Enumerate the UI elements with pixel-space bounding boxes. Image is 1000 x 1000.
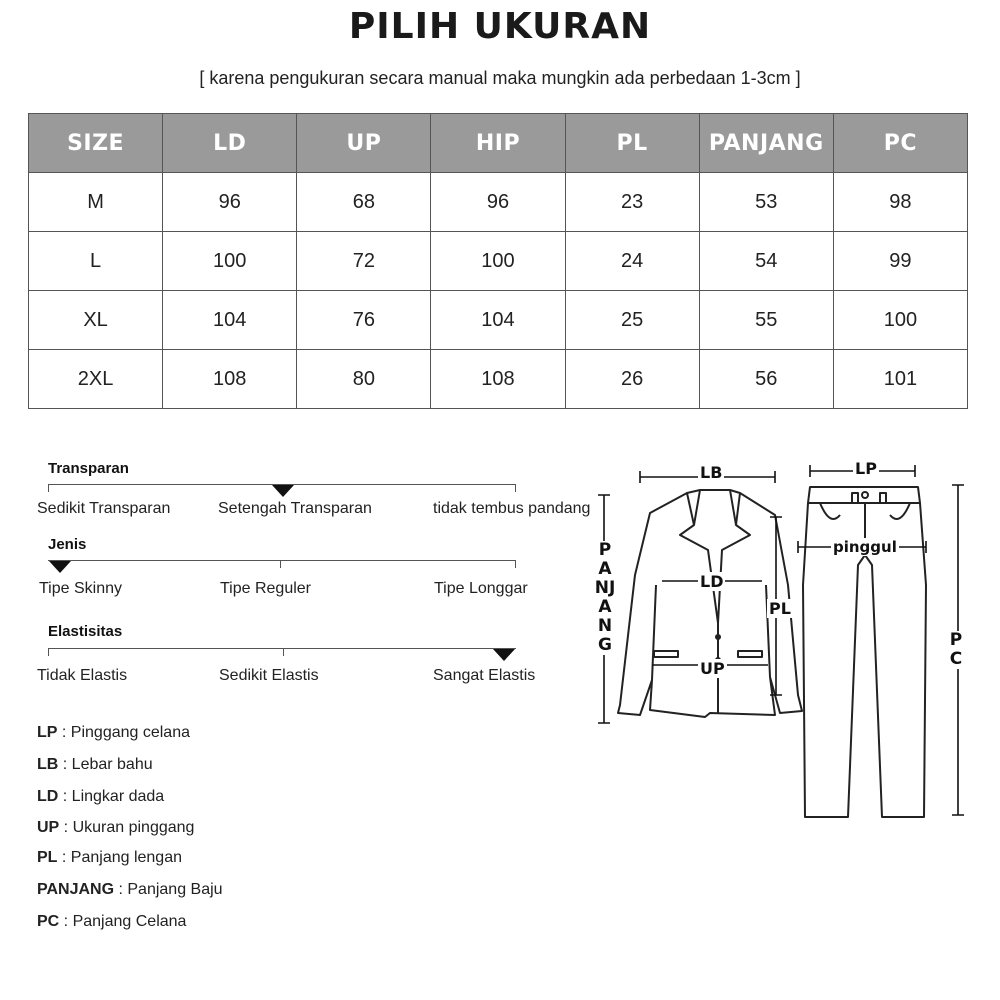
cell: 54 [699,232,833,291]
cell: 68 [297,173,431,232]
scale-elastisitas [36,622,596,692]
legend-desc: : Lebar bahu [58,756,153,773]
label-lb: LB [700,463,723,482]
label-pc: PC [946,631,966,669]
pants-drawing-icon [803,487,926,817]
label-ld: LD [700,572,724,591]
scale-option: Tidak Elastis [37,667,128,684]
cell: 55 [699,291,833,350]
table-row [29,291,968,350]
legend-code: LP [37,724,58,741]
label-up: UP [700,659,725,678]
label-panjang: PANJANG [594,540,616,655]
scale-jenis [36,535,596,605]
cell: 25 [565,291,699,350]
table-row [29,232,968,291]
legend-desc: : Panjang Baju [114,881,223,898]
legend-code: LD [37,788,59,805]
cell: 100 [833,291,967,350]
scale-option: Tipe Longgar [434,580,528,597]
legend-code: PL [37,849,58,866]
scale-option: Tipe Skinny [39,580,122,597]
cell: 56 [699,350,833,409]
cell: 76 [297,291,431,350]
legend-code: LB [37,756,59,773]
cell: 96 [163,173,297,232]
scale-label: Transparan [48,460,129,477]
scale-option: Setengah Transparan [218,500,372,517]
scale-tick [515,560,516,568]
scale-transparan [36,458,596,528]
cell: 23 [565,173,699,232]
cell: 108 [431,350,565,409]
label-pl: PL [769,599,791,618]
page-title: PILIH UKURAN [348,6,652,47]
cell: 26 [565,350,699,409]
size-table [28,113,968,409]
scale-line [48,560,516,561]
scale-label: Elastisitas [48,623,123,640]
cell: XL [29,291,163,350]
header-pc: PC [833,114,967,173]
table-row [29,173,968,232]
legend-item [37,881,223,899]
header-panjang: PANJANG [699,114,833,173]
label-lp: LP [855,459,877,478]
cell: 2XL [29,350,163,409]
legend-desc: : Pinggang celana [57,724,190,741]
cell: 53 [699,173,833,232]
cell: 101 [833,350,967,409]
scale-option: Sedikit Elastis [219,667,319,684]
header-size: SIZE [29,114,163,173]
table-row [29,350,968,409]
header-hip: HIP [431,114,565,173]
scale-option: Tipe Reguler [220,580,312,597]
cell: 24 [565,232,699,291]
header-pl: PL [565,114,699,173]
cell: 100 [163,232,297,291]
cell: 80 [297,350,431,409]
scale-option: Sangat Elastis [433,667,536,684]
legend-code: PC [37,913,60,930]
legend-item [37,788,164,806]
cell: 108 [163,350,297,409]
label-hip: pinggul [833,538,897,556]
cell: 104 [163,291,297,350]
scale-line [48,648,516,649]
garment-diagram [590,455,990,835]
cell: 104 [431,291,565,350]
scale-tick [48,648,49,656]
legend-item [37,913,186,931]
cell: M [29,173,163,232]
legend-item [37,849,182,867]
cell: 72 [297,232,431,291]
scale-tick [48,484,49,492]
scale-option: Sedikit Transparan [37,500,171,517]
scale-tick [283,648,284,656]
legend-desc: : Panjang Celana [59,913,187,930]
table-header-row [29,114,968,173]
scale-tick [280,560,281,568]
header-up: UP [297,114,431,173]
header-ld: LD [163,114,297,173]
selected-marker-icon [272,485,294,497]
legend-code: UP [37,819,60,836]
cell: 99 [833,232,967,291]
measurement-note: [ karena pengukuran secara manual maka mungkin ada perbedaan 1-3cm ] [199,68,801,88]
legend-item [37,756,153,774]
cell: 100 [431,232,565,291]
legend-desc: : Panjang lengan [57,849,182,866]
legend-desc: : Lingkar dada [58,788,165,805]
legend-item [37,819,194,837]
scale-label: Jenis [48,536,87,553]
legend-desc: : Ukuran pinggang [59,819,195,836]
cell: 98 [833,173,967,232]
legend-item [37,724,190,742]
cell: 96 [431,173,565,232]
selected-marker-icon [49,561,71,573]
scale-option: tidak tembus pandang [433,500,591,517]
selected-marker-icon [493,649,515,661]
scale-tick [515,484,516,492]
legend-code: PANJANG [37,881,115,898]
cell: L [29,232,163,291]
